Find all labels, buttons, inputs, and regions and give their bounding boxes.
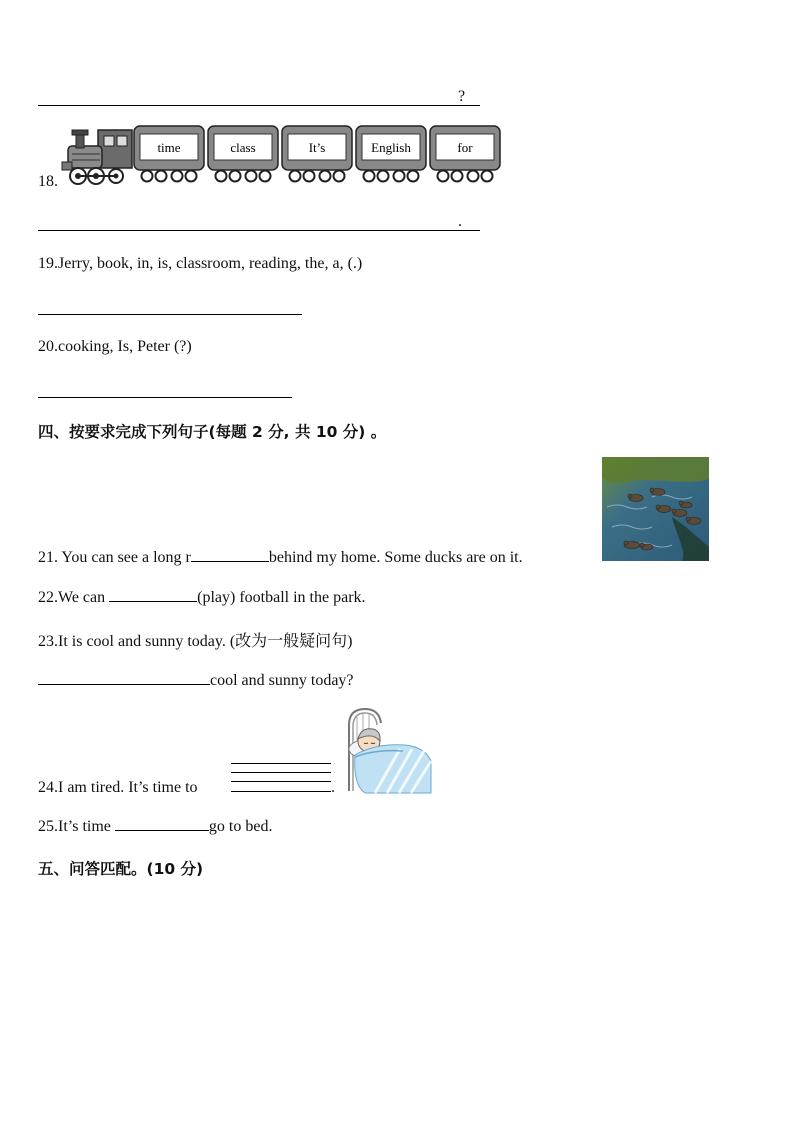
train-word-3: It’s	[308, 140, 326, 155]
q25-text-before: 25.It’s time	[38, 818, 115, 835]
q23-blank[interactable]	[38, 670, 210, 685]
train-car-4	[356, 126, 426, 182]
q19-prompt: 19.Jerry, book, in, is, classroom, reading, the, a, (.)	[38, 255, 363, 272]
train-car-1	[134, 126, 204, 182]
locomotive-icon	[62, 130, 132, 184]
q21-blank[interactable]	[191, 547, 269, 562]
q17-answer-line[interactable]	[38, 105, 480, 106]
train-word-1: time	[157, 140, 181, 155]
q22-text-before: 22.We can	[38, 589, 110, 606]
train-car-2	[208, 126, 278, 182]
q22-text-after: (play) football in the park.	[197, 589, 366, 606]
q25-sentence	[38, 816, 272, 836]
q18-number: 18.	[38, 173, 58, 190]
q24-four-line-writing-area[interactable]	[231, 763, 331, 793]
q21-text-before: 21. You can see a long r	[38, 549, 191, 566]
q22-blank[interactable]	[109, 587, 197, 602]
section5-heading: 五、问答匹配。(10 分)	[38, 860, 204, 878]
q21-sentence	[38, 547, 523, 567]
river-ducks-photo	[602, 457, 709, 561]
girl-in-bed-illustration	[345, 705, 433, 795]
train-word-5: for	[457, 140, 473, 155]
q20-answer-line[interactable]	[38, 397, 292, 398]
train-word-2: class	[230, 140, 256, 155]
q23-answer	[38, 670, 354, 690]
q23-answer-tail: cool and sunny today?	[210, 672, 354, 689]
train-car-3	[282, 126, 352, 182]
q23-prompt: 23.It is cool and sunny today. (改为一般疑问句)	[38, 633, 353, 650]
train-word-4: English	[371, 140, 411, 155]
q17-question-mark: ?	[458, 88, 466, 105]
train-illustration	[60, 124, 502, 188]
q20-prompt: 20.cooking, Is, Peter (?)	[38, 338, 192, 355]
q24-period: .	[331, 779, 335, 796]
q25-text-after: go to bed.	[208, 818, 273, 835]
train-car-5	[430, 126, 500, 182]
q18-answer-line[interactable]	[38, 230, 480, 231]
q24-text-before: 24.I am tired. It’s time to	[38, 779, 198, 796]
q25-blank[interactable]	[115, 816, 209, 831]
q22-sentence	[38, 587, 366, 607]
q21-text-after: behind my home. Some ducks are on it.	[268, 549, 523, 566]
q18-period: .	[458, 213, 462, 230]
section4-heading: 四、按要求完成下列句子(每题 2 分, 共 10 分) 。	[38, 423, 387, 441]
q19-answer-line[interactable]	[38, 314, 302, 315]
